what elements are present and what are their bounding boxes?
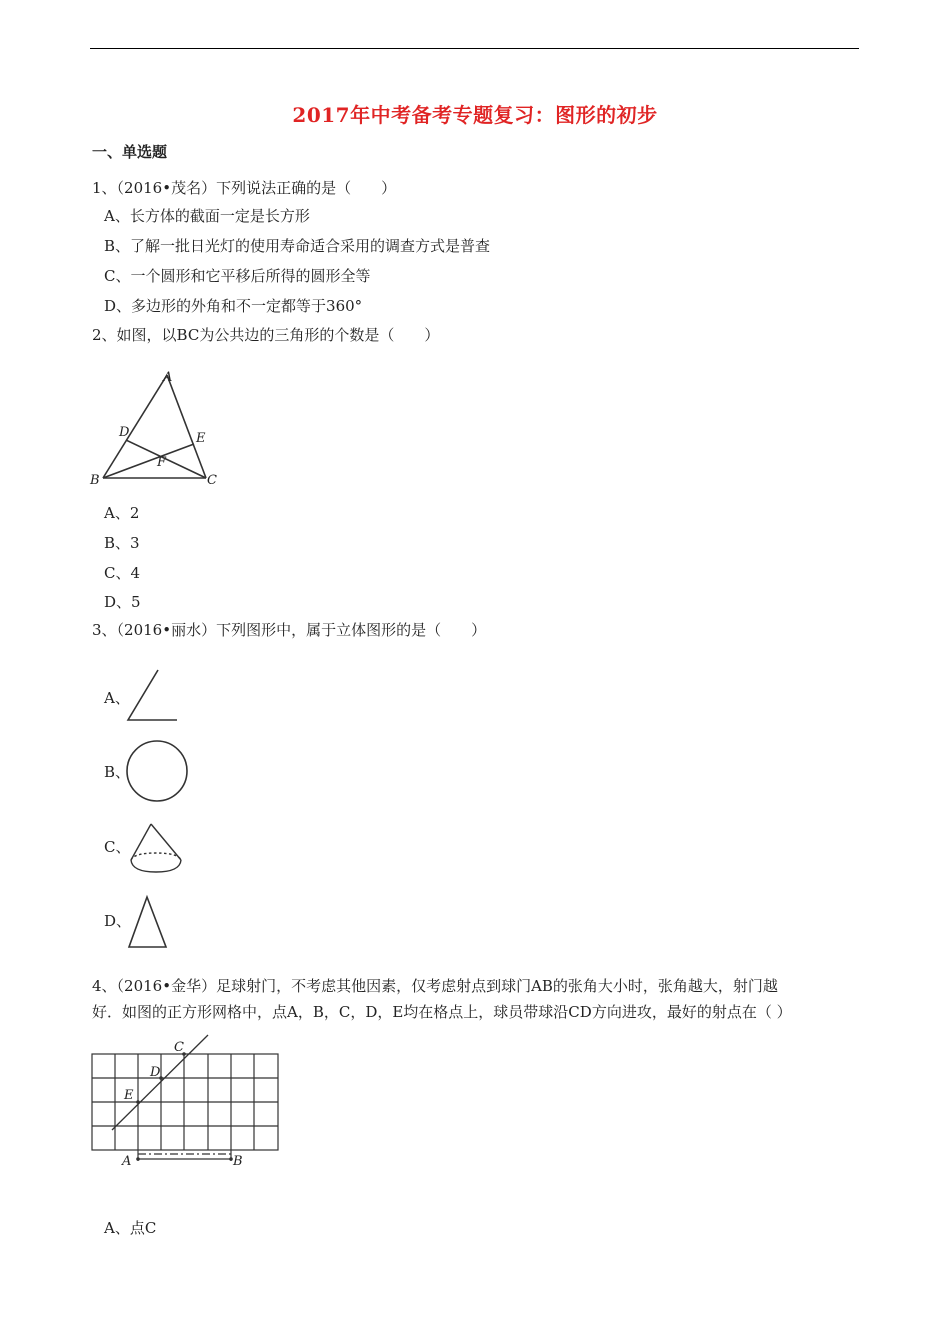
q3-cone-shape — [126, 822, 186, 878]
q2-option-b: B、3 — [104, 534, 140, 552]
q3-option-a: A、 — [104, 689, 130, 707]
q3-stem: 3、（2016•丽水）下列图形中，属于立体图形的是（ ） — [92, 621, 487, 639]
q4-label-d: D — [150, 1065, 161, 1080]
q3-triangle-shape — [126, 894, 170, 950]
q4-stem-line1: 4、（2016•金华）足球射门，不考虑其他因素，仅考虑射点到球门AB的张角大小时，张角越大，射门越 — [92, 977, 778, 995]
q4-stem-line2: 好．如图的正方形网格中，点A，B，C，D，E均在格点上，球员带球沿CD方向进攻，最好的射点在（ ） — [92, 1003, 792, 1021]
q2-label-c: C — [207, 473, 217, 488]
q4-label-b: B — [233, 1154, 243, 1169]
q3-circle-shape — [124, 738, 190, 804]
q2-stem: 2、如图，以BC为公共边的三角形的个数是（ ） — [92, 326, 440, 344]
q2-label-b: B — [90, 473, 100, 488]
q4-grid-figure — [86, 1032, 286, 1172]
q2-label-e: E — [196, 431, 206, 446]
header-rule — [90, 48, 859, 49]
q4-label-c: C — [174, 1040, 184, 1055]
q3-option-c: C、 — [104, 838, 131, 856]
q2-label-d: D — [119, 425, 130, 440]
q4-label-e: E — [124, 1088, 134, 1103]
q4-label-a: A — [122, 1154, 132, 1169]
q3-option-d: D、 — [104, 912, 132, 930]
q4-option-a: A、点C — [104, 1219, 157, 1237]
q1-option-c: C、一个圆形和它平移后所得的圆形全等 — [104, 267, 371, 285]
q1-option-b: B、了解一批日光灯的使用寿命适合采用的调查方式是普查 — [104, 237, 491, 255]
q3-option-b: B、 — [104, 763, 131, 781]
q2-option-c: C、4 — [104, 564, 141, 582]
q1-option-d: D、多边形的外角和不一定都等于360° — [104, 297, 363, 315]
q2-option-a: A、2 — [104, 504, 140, 522]
q2-option-d: D、5 — [104, 593, 141, 611]
section-heading: 一、单选题 — [92, 143, 168, 161]
q1-option-a: A、长方体的截面一定是长方形 — [104, 207, 310, 225]
page-title: 2017年中考备考专题复习：图形的初步 — [292, 103, 658, 127]
q1-stem: 1、（2016•茂名）下列说法正确的是（ ） — [92, 179, 397, 197]
q3-angle-shape — [124, 668, 180, 724]
q2-label-f: F — [157, 455, 167, 470]
q2-label-a: A — [163, 370, 173, 385]
q2-triangle-figure — [86, 366, 226, 492]
